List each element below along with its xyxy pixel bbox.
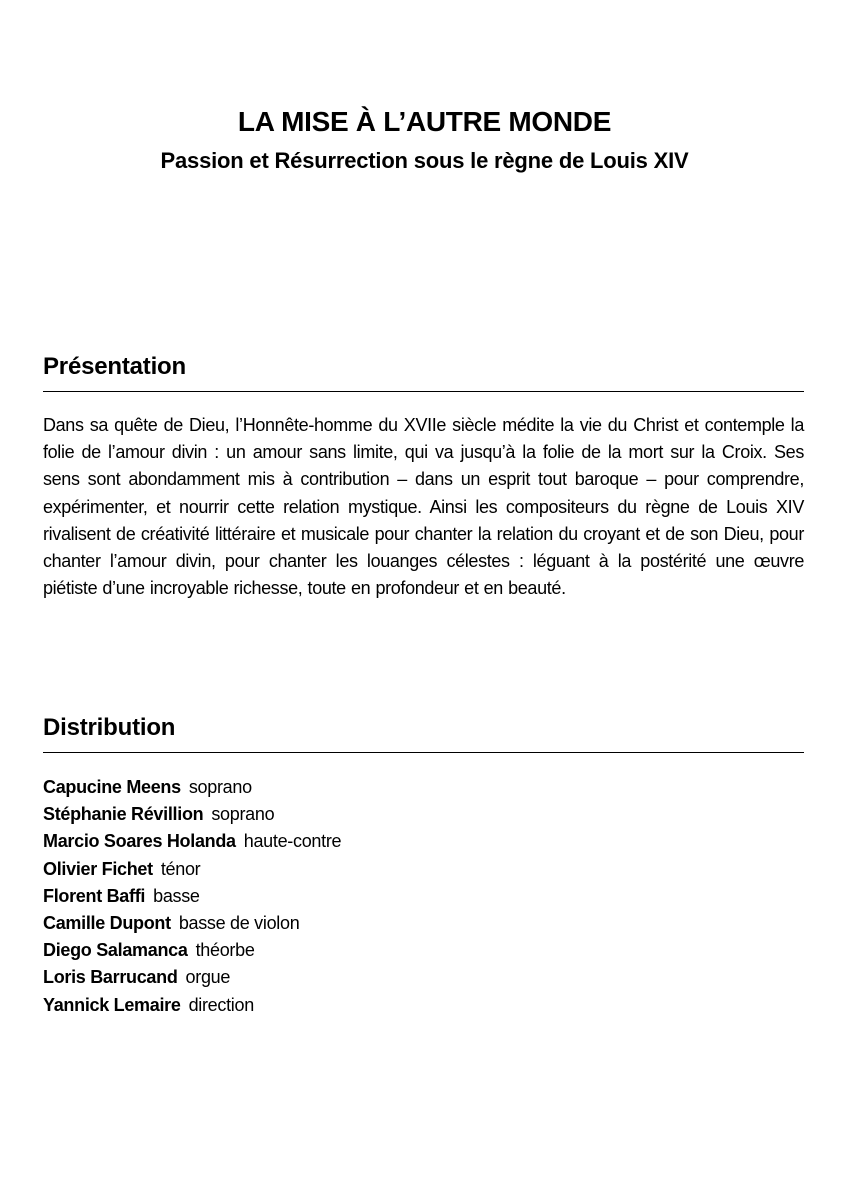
cast-list <box>43 774 804 1019</box>
cast-member <box>43 964 804 991</box>
cast-member-name: Diego Salamanca <box>43 940 188 961</box>
cast-member-role: ténor <box>160 858 201 879</box>
cast-member <box>43 856 804 883</box>
distribution-divider <box>43 752 804 753</box>
cast-member <box>43 801 804 828</box>
document-subtitle: Passion et Résurrection sous le règne de Louis XIV <box>160 148 689 173</box>
cast-member-role: soprano <box>188 777 252 797</box>
cast-member-name: Capucine Meens <box>43 777 181 797</box>
cast-member-name: Florent Baffi <box>43 885 146 906</box>
cast-member-name: Yannick Lemaire <box>43 994 181 1015</box>
cast-member <box>43 883 804 910</box>
cast-member-role: basse de violon <box>178 913 300 934</box>
cast-member-role: haute-contre <box>243 831 342 852</box>
cast-member-role: théorbe <box>195 940 255 961</box>
cast-member-name: Olivier Fichet <box>43 858 153 879</box>
cast-member <box>43 910 804 937</box>
cast-member <box>43 774 804 801</box>
cast-member-role: basse <box>153 885 200 906</box>
cast-member-name: Camille Dupont <box>43 913 171 934</box>
distribution-heading: Distribution <box>43 714 176 741</box>
presentation-text: Dans sa quête de Dieu, l’Honnête-homme du XVIIe siècle médite la vie du Christ et contemple la folie de l’amour divin : un amour sans limite, qui va jusqu’à la folie de la mort sur la Croix. Ses sens sont abondamment mis à contribution – dans un esprit tout baroque – pour comprendre, expérimenter, et nourrir cette relation mystique. Ainsi les compositeurs du règne de Louis XIV rivalisent de créativité littéraire et musicale pour chanter la relation du croyant et de son Dieu, pour chanter l’amour divin, pour chanter les louanges célestes : léguant à la postérité une œuvre piétiste d’une incroyable richesse, toute en profondeur et en beauté. <box>43 415 804 599</box>
cast-member <box>43 992 804 1019</box>
presentation-heading: Présentation <box>43 353 186 380</box>
cast-member-role: orgue <box>185 967 231 988</box>
cast-member <box>43 937 804 964</box>
cast-member-role: direction <box>188 994 254 1015</box>
cast-member-name: Marcio Soares Holanda <box>43 831 236 852</box>
cast-member <box>43 828 804 855</box>
document-title: LA MISE À L’AUTRE MONDE <box>237 106 612 137</box>
cast-member-role: soprano <box>211 804 275 825</box>
presentation-divider <box>43 391 804 392</box>
cast-member-name: Stéphanie Révillion <box>43 804 204 825</box>
cast-member-name: Loris Barrucand <box>43 967 178 988</box>
